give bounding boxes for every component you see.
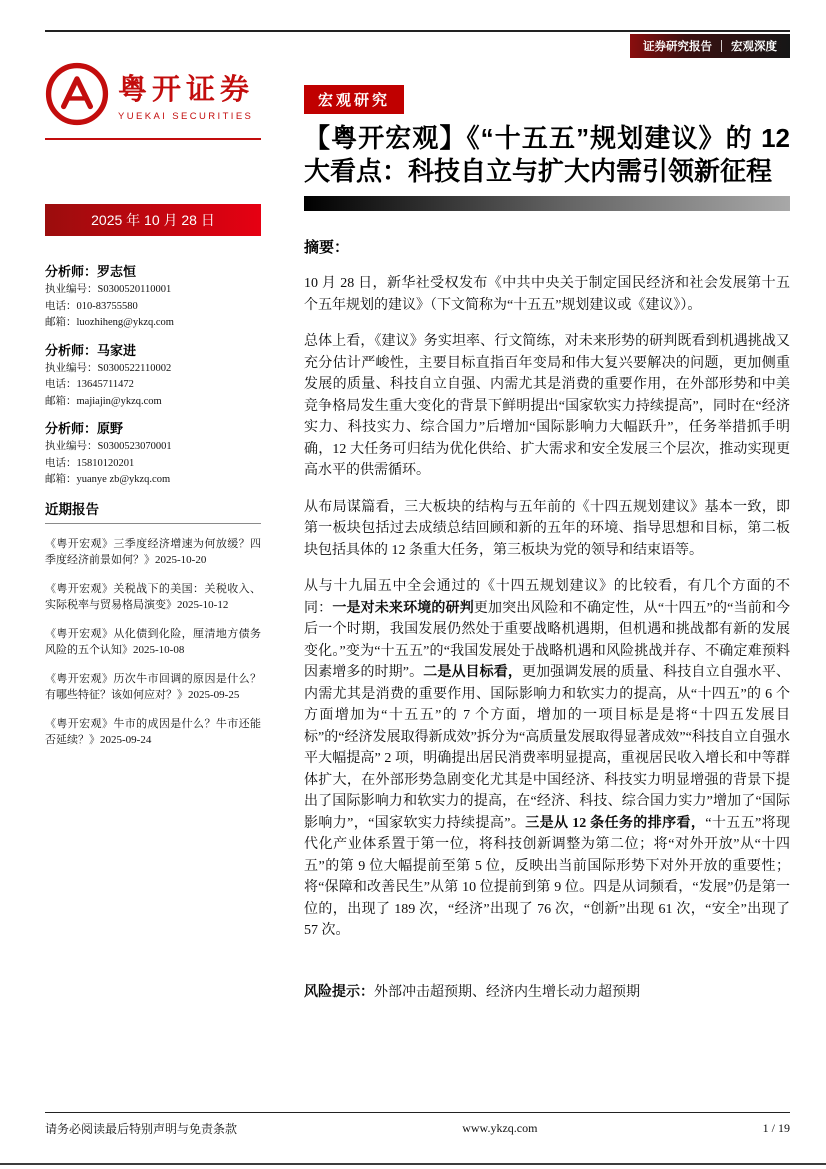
risk-label: 风险提示： bbox=[304, 984, 374, 1000]
analyst-block bbox=[45, 419, 261, 489]
analyst-block bbox=[45, 341, 261, 411]
sidebar bbox=[45, 62, 261, 749]
report-list-item[interactable]: 《粤开宏观》从化债到化险，厘清地方债务风险的五个认知》2025-10-08 bbox=[45, 627, 261, 656]
section-badge: 宏观研究 bbox=[304, 85, 404, 114]
report-category-label: 宏观深度 bbox=[731, 41, 777, 53]
title-underline-bar bbox=[304, 196, 790, 211]
footer-disclaimer: 请务必阅读最后特别声明与免责条款 bbox=[45, 1122, 238, 1136]
abstract-label: 摘要： bbox=[304, 239, 350, 256]
footer-website-link[interactable]: www.ykzq.com bbox=[462, 1121, 538, 1135]
report-title: 【粤开宏观】《“十五五”规划建议》的 12 大看点：科技自立与扩大内需引领新征程 bbox=[304, 123, 790, 186]
report-type-label: 证券研究报告 bbox=[643, 41, 712, 53]
analyst-email[interactable]: 邮箱：majiajin@ykzq.com bbox=[45, 395, 162, 407]
main-content bbox=[304, 62, 790, 1003]
analyst-phone: 电话：010-83755580 bbox=[45, 300, 138, 312]
header-badge bbox=[630, 34, 790, 58]
analyst-name: 分析师：罗志恒 bbox=[45, 264, 137, 279]
abstract-paragraph: 10 月 28 日，新华社受权发布《中共中央关于制定国民经济和社会发展第十五个五年规划的建议》（下文简称为“十五五”规划建议或《建议》）。 bbox=[304, 276, 790, 313]
footer bbox=[45, 1120, 790, 1137]
footer-page-number: 1 / 19 bbox=[762, 1121, 790, 1135]
report-list-item[interactable]: 《粤开宏观》三季度经济增速为何放缓？四季度经济前景如何？》2025-10-20 bbox=[45, 537, 261, 566]
brand-name-cn: 粤开证券 bbox=[118, 73, 255, 106]
report-list-item[interactable]: 《粤开宏观》关税战下的美国：关税收入、实际税率与贸易格局演变》2025-10-12 bbox=[45, 582, 261, 611]
brand bbox=[45, 62, 261, 126]
footer-rule bbox=[45, 1112, 790, 1113]
brand-rule bbox=[45, 138, 261, 140]
bottom-bar bbox=[0, 1163, 826, 1166]
analyst-list bbox=[45, 262, 261, 489]
abstract-paragraph: 从与十九届五中全会通过的《十四五规划建议》的比较看，有几个方面的不同：一是对未来环境的研判更加突出风险和不确定性，从“十四五”的“当前和今后一个时期，我国发展仍然处于重要战略机遇期，但机遇和挑战都有新的发展变化。”变为“十五五”的“我国发展处于战略机遇和风险挑战并存、不确定难预料因素增多的时期”。二是从目标看，更加强调发展的质量、科技自立自强水平、内需尤其是消费的重要作用、国际影响力和软实力的提高，从“十四五”的 6 个方面增加为“十五五”的 7 个方面，增加的一项目标是是将“十四五发展目标”的“经济发展取得新成效”拆分为“高质量发展取得显著成效”“科技自立自强水平大幅提高” 2 项，明确提出居民消费率明显提高，重视居民收入增长和中等群体扩大，在外部形势急剧变化尤其是中国经济、科技实力明显增强的背景下提出了国际影响力和软实力的提高，在“经济、科技、综合国力实力”增加了“国际影响力”，“国家软实力持续提高”。三是从 12 条任务的排序看，“十五五”将现代化产业体系置于第一位，将科技创新调整为第二位；将“对外开放”从“十四五”的第 9 位大幅提前至第 5 位，反映出当前国际形势下对外开放的重要性；将“保障和改善民生”从第 10 位提前到第 9 位。四是从词频看，“发展”仍是第一位的，出现了 189 次，“经济”出现了 76 次，“创新”出现 61 次，“安全”出现了 57 次。 bbox=[304, 579, 791, 938]
risk-text: 外部冲击超预期、经济内生增长动力超预期 bbox=[374, 984, 640, 1000]
brand-name-en: YUEKAI SECURITIES bbox=[118, 110, 254, 122]
analyst-name: 分析师：原野 bbox=[45, 421, 124, 436]
header-divider bbox=[721, 40, 722, 52]
analyst-license-number: 执业编号：S0300520110001 bbox=[45, 284, 172, 295]
analyst-license-number: 执业编号：S0300522110002 bbox=[45, 362, 172, 374]
yuekai-logo-icon bbox=[45, 62, 109, 126]
report-list-item[interactable]: 《粤开宏观》牛市的成因是什么？牛市还能否延续？》2025-09-24 bbox=[45, 717, 261, 746]
top-rule bbox=[45, 30, 790, 32]
recent-reports-title: 近期报告 bbox=[45, 498, 261, 524]
analyst-phone: 电话：13645711472 bbox=[45, 379, 134, 390]
analyst-block bbox=[45, 262, 261, 332]
abstract-paragraph: 总体上看，《建议》务实坦率、行文简练，对未来形势的研判既看到机遇挑战又充分估计严峻性，主要目标直指百年变局和伟大复兴要解决的问题，更加侧重发展的质量、科技自立自强、内需尤其是消费的重要作用，在外部形势和中美竞争格局发生重大变化的背景下鲜明提出“国家软实力持续提高”，同时在“经济实力、科技实力、综合国力”后增加“国际影响力大幅跃升”，任务举措抓手明确，12 大任务可归结为优化供给、扩大需求和安全发展三个层次，推动实现更高水平的供需循环。 bbox=[304, 334, 790, 478]
analyst-name: 分析师：马家进 bbox=[45, 342, 137, 358]
report-date: 2025 年 10 月 28 日 bbox=[45, 204, 261, 236]
risk-note bbox=[304, 982, 790, 1004]
analyst-email[interactable]: 邮箱：luozhiheng@ykzq.com bbox=[45, 317, 174, 328]
report-list-item[interactable]: 《粤开宏观》历次牛市回调的原因是什么？有哪些特征？该如何应对？》2025-09-25 bbox=[45, 672, 261, 701]
analyst-license-number: 执业编号：S0300523070001 bbox=[45, 441, 172, 452]
abstract-paragraph: 从布局谋篇看，三大板块的结构与五年前的《十四五规划建议》基本一致，即第一板块包括过去成绩总结回顾和新的五年的环境、指导思想和目标，第二板块包括具体的 12 条重大任务，第三板块为党的领导和结束语等。 bbox=[304, 499, 790, 558]
analyst-email[interactable]: 邮箱：yuanye zb@ykzq.com bbox=[45, 474, 171, 485]
brand-names bbox=[118, 67, 254, 122]
analyst-phone: 电话：15810120201 bbox=[45, 457, 135, 469]
